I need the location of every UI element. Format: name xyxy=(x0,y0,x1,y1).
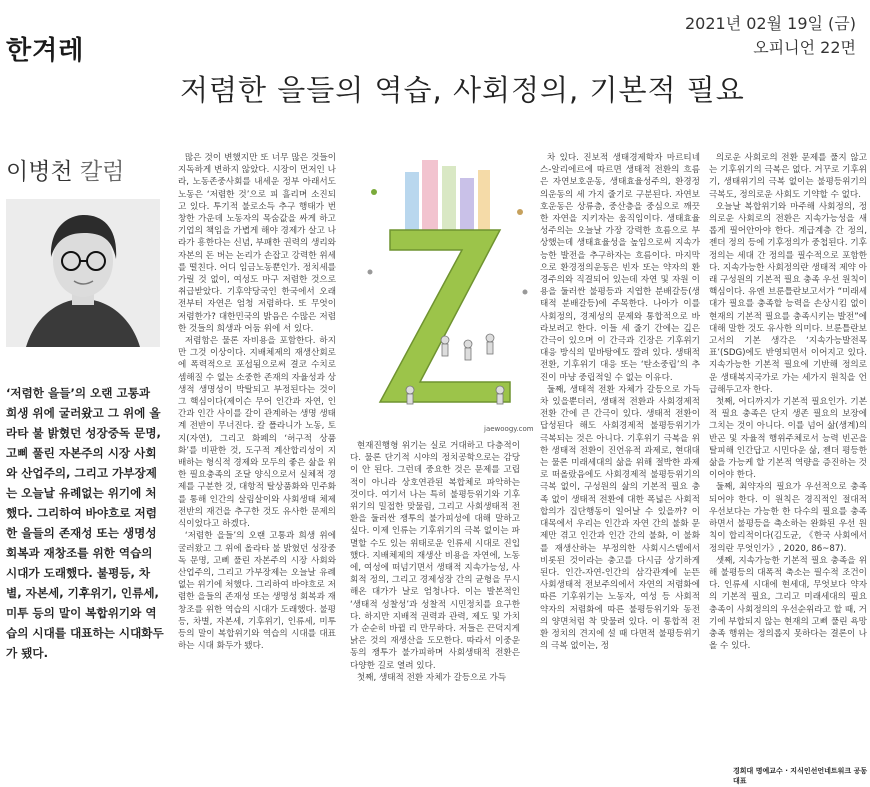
paragraph: 의로운 사회로의 전환 문제를 풀지 않고는 기후위기의 극복은 없다. 거꾸로 기후위기, 생태위기의 극복 없이는 불평등위기의 극복도, 정의로운 사회도 기약할 수 없다. xyxy=(709,153,867,200)
author-photo xyxy=(6,199,160,347)
paragraph: 저렴함은 물론 자비용을 포함한다. 하지만 그것 이상이다. 지배체제의 재생산회로에 폭력적으로 포섭됨으로써 결코 수치로 셈해질 수 없는 소중한 존재의 자율성과 상생적 생명성이 박탈되고 부정된다는 것이 그 핵심이다(제이슨 무어 인간과 자연, 인간과 인간 사이를 갈이 관계하는 생명 생태계 전반이 무너진다. 칼 폴라니가 노동, 토지(자연), 그리고 화폐의 ‘허구적 상품화’를 비판한 것, 도구적 계산합리성이 지배하는 형식적 경제와 모두의 좋은 삶을 위한 필요충족의 조달 양식으로서 실체적 경제를 구분한 것, 대항적 탈상품화와 민주화를 통해 인간의 살림살이와 사회생태 체제 전반의 재건을 추구한 것도 유사한 문제의식이었다고 하겠다. xyxy=(178,336,336,530)
paragraph: 현재진행형 위기는 실로 거대하고 다층적이다. 물론 단기적 시야의 정치공학으로는 감당이 안 된다. 그런데 중요한 것은 문제를 고립적이 아니라 상호연관된 복합체로 파악하는 것이다. 여기서 나는 특히 불평등위기와 기후위기의 밀접한 맞물림, 그리고 사회생태적 전환을 둘러싼 쟁투의 불가피성에 대해 말하고 싶다. 이제 인류는 기후위기의 극복 없이는 파멸할 수도 있는 위태로운 인류세 시대로 진입했다. 지배체제의 재생산 비용을 자연에, 노동에, 여성에 떠넘기면서 생태적 지속가능성, 사회적 정의, 그리고 경제성장 간의 균형을 무시해온 대가가 날로 엄청나다. 이는 발본적인 ‘생태적 성찰성’과 성찰적 시민정치를 요구한다. 하지만 지배적 권력과 관력, 제도 및 가치가 순순히 바뀔 리 만무하다. 저들은 끈덕지게 낡은 것의 재생산을 도모한다. 따라서 이중운동의 쟁투가 불가피하며 사회생태적 전환은 다양한 길로 열려 있다. xyxy=(350,441,520,671)
section-page: 오피니언 22면 xyxy=(753,38,856,57)
illustration-credit: jaewoogy.com xyxy=(484,425,534,433)
paragraph: 오늘날 복합위기와 마주해 사회정의, 정의로운 사회로의 전환은 지속가능성을 새롭게 필어안아야 한다. 계급계층 간 정의, 젠더 정의 등에 기후정의가 중첩된다. 기후정의는 세대 간 정의를 필수적으로 포함한다. 지속가능한 사회정의란 생태적 제약 아래 구성원의 기본적 필요 충족 우선 원칙이 핵심이다. 유엔 브룬틀란보고서가 “미래세대가 필요를 충족할 능력을 손상시킴 없이 현재의 기본적 필요를 충족시키는 발전”에 대해 말한 것도 유사한 의미다. 브룬틀란보고서의 기본 생각은 ‘지속가능발전목표’(SDG)에도 반영되면서 이어지고 있다. 지속가능한 기본적 필요에 기반해 정의로운 생태복지국가로 가는 세가지 원칙을 언급해두고자 한다. xyxy=(709,201,867,395)
illustration xyxy=(350,152,540,432)
lead-paragraph: ‘저렴한 을들’의 오랜 고통과 희생 위에 굴러왔고 그 위에 올라타 불 밝혔던 성장중독 문명, 고삐 풀린 자본주의 시장 사회와 산업주의, 그리고 가부장제는 오늘날 유례없는 위기에 처했다. 그리하여 바야흐로 저렴한 을들의 존재성 또는 생명성 회복과 재창조를 위한 역습의 시대가 도래했다. 불평등, 차별, 자본세, 기후위기, 인류세, 미투 등의 말이 복합위기와 역습의 시대를 대표하는 시대화두가 됐다. xyxy=(6,386,164,660)
article-column-5 xyxy=(709,152,867,780)
article-column-3 xyxy=(350,440,520,780)
paragraph: 셋째, 지속가능한 기본적 필요 충족을 위해 불평등의 대폭적 축소는 필수적 조건이다. 인류세 시대에 현세대, 무엇보다 약자의 기본적 필요, 그리고 미래세대의 필요 충족이 사회정의의 우선순위라고 할 때, 거기에 부합되지 않는 현재의 고삐 풀린 욕망 충족 행위는 정의롭지 못하다는 결론이 나올 수 있다. xyxy=(709,555,867,652)
column-title xyxy=(6,153,124,186)
paragraph: 둘째, 최약자의 필요가 우선적으로 충족되어야 한다. 이 원칙은 경직적인 절대적 우선보다는 가능한 한 다수의 필요를 충족하면서 불평등을 축소하는 완화된 우선 원칙이 합리적이다(김도균, 《한국 사회에서 정의란 무엇인가》, 2020, 86~87). xyxy=(709,482,867,554)
paragraph: 첫째, 생태적 전환 자체가 갈등으로 가득 xyxy=(356,672,507,683)
headline: 저렴한 을들의 역습, 사회정의, 기본적 필요 xyxy=(180,73,745,107)
article-column-4 xyxy=(540,152,700,780)
paragraph: 많은 것이 변했지만 또 너무 많은 것들이 지독하게 변하지 않았다. 시장이 먼저인 나라, 노동존중사회를 내세운 정부 아래서도 노동은 ‘저렴한 것’으로 피 흘리며 소진되고 있다. 투기적 불로소득 추구 행태가 번창한 가운데 노동자의 목숨값을 싸게 하고 기업의 책임을 가볍게 해야 경제가 살고 나라가 흥한다는 신념, 부패한 권력의 생리와 자본의 돈 버는 논리가 손잡고 강력한 위세를 떨친다. 어디 임금노동뿐인가. 정치세를 가릴 것 없이, 여성도 마구 저렴한 것으로 취급받았다. 기후약당국인 한국에서 오래전부터 자연은 엄청 저렴하다. 또 무엇이 저렴한가? 대한민국의 밝음은 수많은 저렴한 것들의 희생과 어둠 위에 서 있다. xyxy=(178,153,336,334)
masthead: 한겨레 xyxy=(6,36,85,66)
article-column-2 xyxy=(178,152,336,780)
paragraph: 차 있다. 진보적 생태경제학자 마르티네스-알리에르에 따르면 생태적 전환의 흐름은 자연보호운동, 생태효율성주의, 환경정의운동의 세 가지 줄기로 구분된다. 자연보호운동은 상류층, 중산층을 중심으로 깨끗한 자연을 지키자는 움직임이다. 생태효율성주의는 오늘날 가장 강력한 흐름으로 부상했는데 생태효율성을 높임으로써 지속가능한 발전을 추구하자는 흐름이다. 마지막으로 환경정의운동은 빈자 또는 약자의 환경주의와 직결되어 있는데 자연 및 자원 이용을 둘러싼 불평등과 지엽한 분배갈등(생태적 분배갈등)에 주목한다. 나아가 이를 사회정의, 경제성의 문제와 통합적으로 바라보려고 한다. 이들 세 줄기 간에는 깊은 간극이 있으며 이 간극과 긴장은 기후위기 대응 방식의 밑바탕에도 깔려 있다. 생태적 전환, 기후위기 대응 또는 ‘탄소중립’의 추진이 마냥 중립적일 수 없는 이유다. xyxy=(540,153,700,383)
paragraph: 첫째, 어디까지가 기본적 필요인가. 기본적 필요 충족은 단지 생존 필요의 보장에 그치는 것이 아니다. 이를 넘어 삶(생계)의 반곤 및 자율적 행위주체로서 능력 빈곤을 탈피해 인간답고 시민다운 삶, 젠더 평등한 삶을 가능케 할 기본적 역량을 증진하는 것이어야 한다. xyxy=(709,397,867,481)
issue-date: 2021년 02월 19일 (금) xyxy=(684,14,856,33)
paragraph: ‘저렴한 을들’의 오랜 고통과 희생 위에 굴러왔고 그 위에 올라타 불 밝혔던 성장중독 문명, 고삐 풀린 자본주의 시장 사회와 산업주의, 그리고 가부장제는 오늘날 유례없는 위기에 처했다. 그리하여 바야흐로 저렴한 을들의 존재성 또는 생명성 회복과 재창조를 위한 역습의 시대가 도래했다. 불평등, 차별, 자본세, 기후위기, 인류세, 미투 등의 말이 복합위기와 역습의 시대를 대표하는 시대 화두가 됐다. xyxy=(178,531,336,652)
column-label: 칼럼 xyxy=(79,159,125,185)
paragraph: 둘째, 생태적 전환 자체가 갈등으로 가득차 있을뿐더러, 생태적 전환과 사회경제적 전환 간에 큰 간극이 있다. 생태적 전환이 답성된다 해도 사회경제적 불평등위기가 극복되는 것은 아니다. 기후위기 극복을 위한 생태적 전환이 진언유적 과제로, 현대대는 물론 미래세대의 삶을 위해 절박한 과제로 떠올랐음에도 사회경제적 불평등위기의 극복 없이, 구성원의 삶의 기본적 필요 충족 없이 생태적 전환에 대한 폭넓은 사회적 합의가 집단행동이 일어날 수 있을까? 이 대목에서 우리는 인간과 자연 간의 불화 문제만 겪고 인간과 인간 간의 불화, 이 불화를 재생산하는 부정의한 사회시스템에서 비롯된 것이라는 충고를 다시금 상기하게 된다. 인간-자연-인간의 삼각관계에 눈뜬 사회생태적 전보주의에서 자연의 저렴화에 따른 기후위기는 노동자, 여성 등 사회적 약자의 저렴화에 따른 불평등위기와 동전의 양면처럼 착 맞물려 있다. 이 통합적 전환 정치의 견지에 설 때 다면적 불평등위기의 극복 없이는, 정 xyxy=(540,384,700,652)
author-byline: 경희대 명예교수 · 지식인선언네트워크 공동대표 xyxy=(733,767,868,785)
column-author: 이병천 xyxy=(6,159,73,185)
dateline xyxy=(685,12,856,60)
